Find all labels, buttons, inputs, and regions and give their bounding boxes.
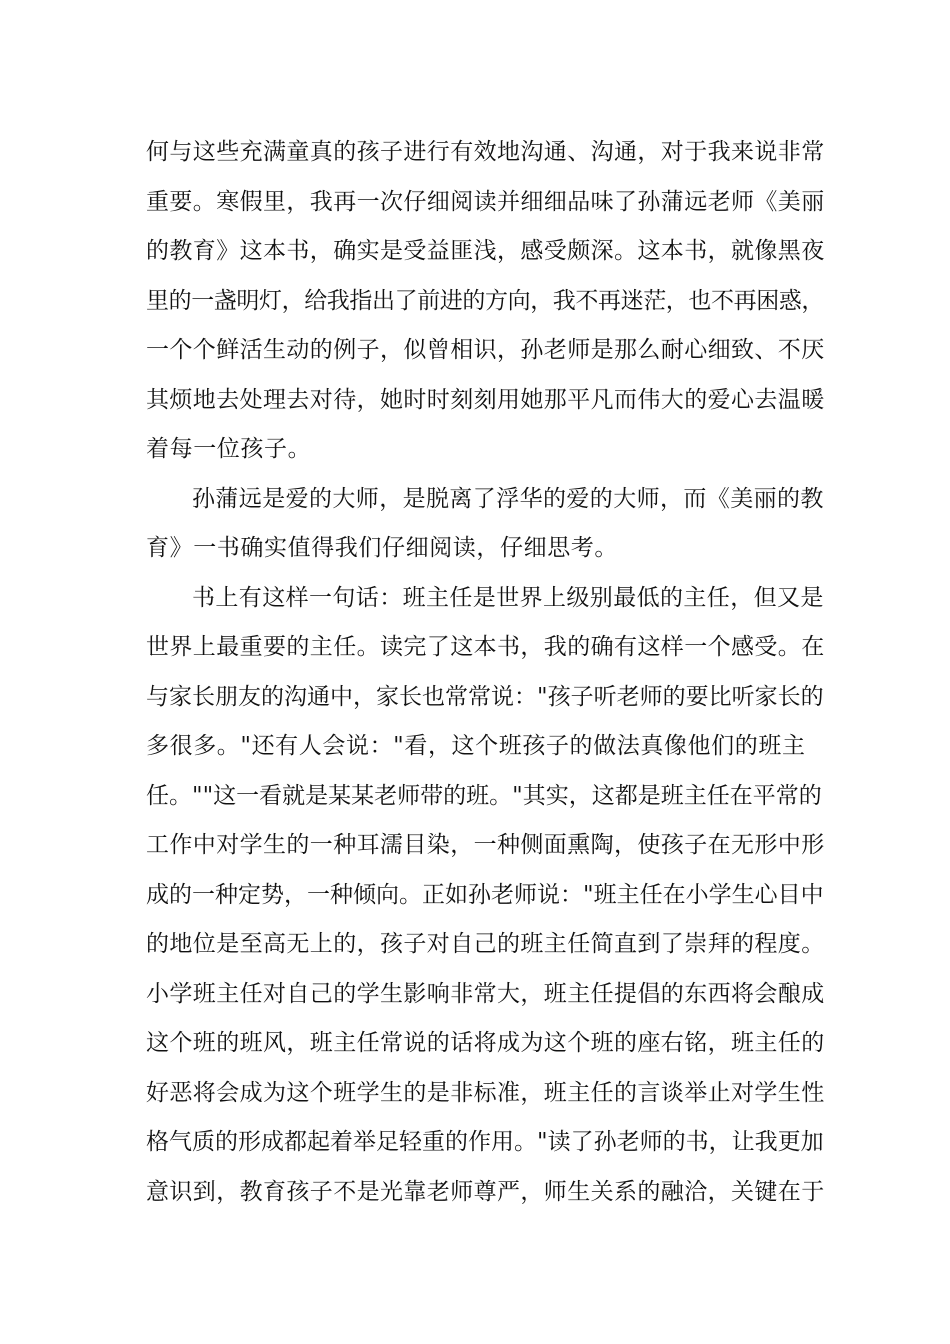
text-line: 这个班的班风，班主任常说的话将成为这个班的座右铭，班主任的 (146, 1030, 825, 1056)
text-line: 书上有这样一句话：班主任是世界上级别最低的主任，但又是 (192, 585, 824, 611)
text-line: 其烦地去处理去对待，她时时刻刻用她那平凡而伟大的爱心去温暖 (146, 387, 825, 413)
text-line: 小学班主任对自己的学生影响非常大，班主任提倡的东西将会酿成 (146, 981, 825, 1007)
text-line: 与家长朋友的沟通中，家长也常常说："孩子听老师的要比听家长的 (146, 684, 824, 710)
text-line: 好恶将会成为这个班学生的是非标准，班主任的言谈举止对学生性 (146, 1080, 825, 1106)
text-line: 一个个鲜活生动的例子，似曾相识，孙老师是那么耐心细致、不厌 (146, 337, 825, 363)
text-line: 工作中对学生的一种耳濡目染，一种侧面熏陶，使孩子在无形中形 (146, 832, 825, 858)
text-line: 世界上最重要的主任。读完了这本书，我的确有这样一个感受。在 (146, 634, 825, 660)
text-line: 里的一盏明灯，给我指出了前进的方向，我不再迷茫，也不再困惑， (146, 288, 825, 314)
text-line: 何与这些充满童真的孩子进行有效地沟通、沟通，对于我来说非常 (146, 139, 825, 165)
text-line: 重要。寒假里，我再一次仔细阅读并细细品味了孙蒲远老师《美丽 (146, 189, 825, 215)
text-line: 多很多。"还有人会说："看，这个班孩子的做法真像他们的班主 (146, 733, 806, 759)
text-line: 成的一种定势，一种倾向。正如孙老师说："班主任在小学生心目中 (146, 882, 824, 908)
text-line: 意识到，教育孩子不是光靠老师尊严，师生关系的融洽，关键在于 (146, 1179, 825, 1205)
text-line: 的教育》这本书，确实是受益匪浅，感受颇深。这本书，就像黑夜 (146, 238, 825, 264)
text-line: 着每一位孩子。 (146, 436, 312, 462)
text-line: 育》一书确实值得我们仔细阅读，仔细思考。 (146, 535, 618, 561)
text-line: 的地位是至高无上的，孩子对自己的班主任简直到了崇拜的程度。 (146, 931, 825, 957)
text-line: 格气质的形成都起着举足轻重的作用。"读了孙老师的书，让我更加 (146, 1129, 824, 1155)
text-line: 任。""这一看就是某某老师带的班。"其实，这都是班主任在平常的 (146, 783, 822, 809)
text-line: 孙蒲远是爱的大师，是脱离了浮华的爱的大师，而《美丽的教 (192, 486, 824, 512)
